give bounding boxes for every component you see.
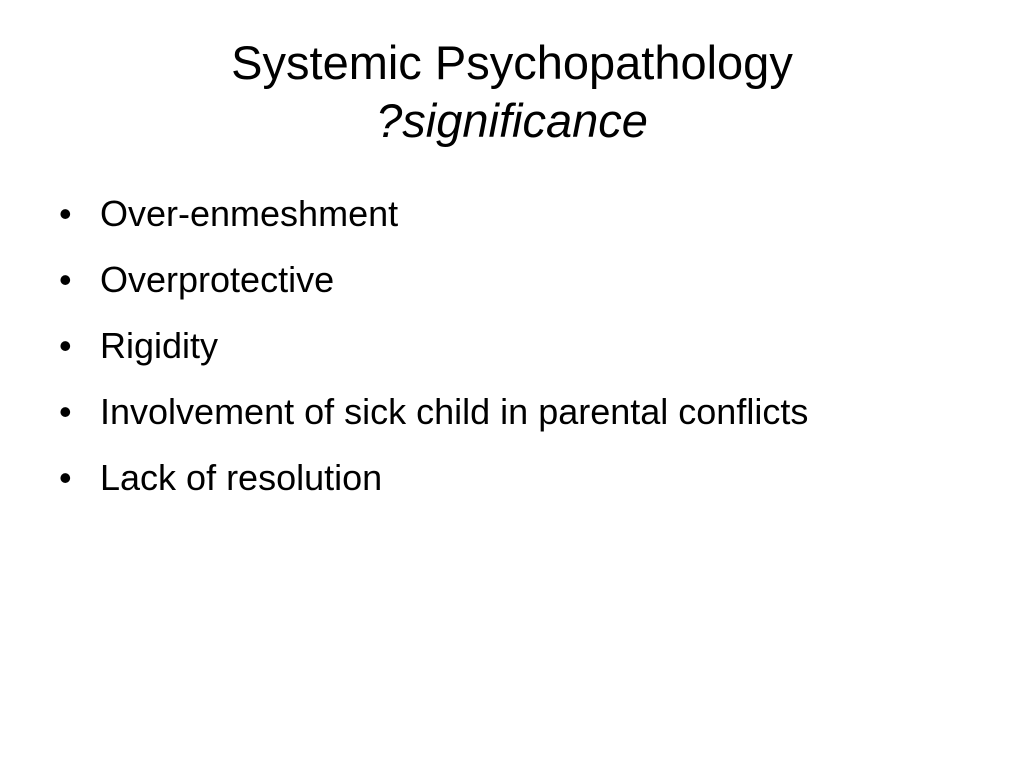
- bullet-item-over-enmeshment: [59, 188, 959, 240]
- bullet-text: Rigidity: [100, 325, 219, 366]
- bullet-text: Overprotective: [100, 259, 335, 300]
- slide-title: Systemic Psychopathology: [231, 36, 793, 89]
- bullet-marker: •: [59, 193, 72, 234]
- bullet-text: Involvement of sick child in parental conflicts: [100, 391, 809, 432]
- bullet-item-involvement: [59, 386, 959, 438]
- bullet-item-overprotective: [59, 254, 959, 306]
- bullet-text: Lack of resolution: [100, 457, 383, 498]
- bullet-list: [59, 188, 959, 518]
- bullet-text: Over-enmeshment: [100, 193, 399, 234]
- slide-subtitle: ?significance: [376, 94, 648, 147]
- bullet-marker: •: [59, 259, 72, 300]
- bullet-marker: •: [59, 325, 72, 366]
- bullet-item-rigidity: [59, 320, 959, 372]
- bullet-item-lack-of-resolution: [59, 452, 959, 504]
- bullet-marker: •: [59, 457, 72, 498]
- slide-title-block: [0, 34, 1024, 150]
- bullet-marker: •: [59, 391, 72, 432]
